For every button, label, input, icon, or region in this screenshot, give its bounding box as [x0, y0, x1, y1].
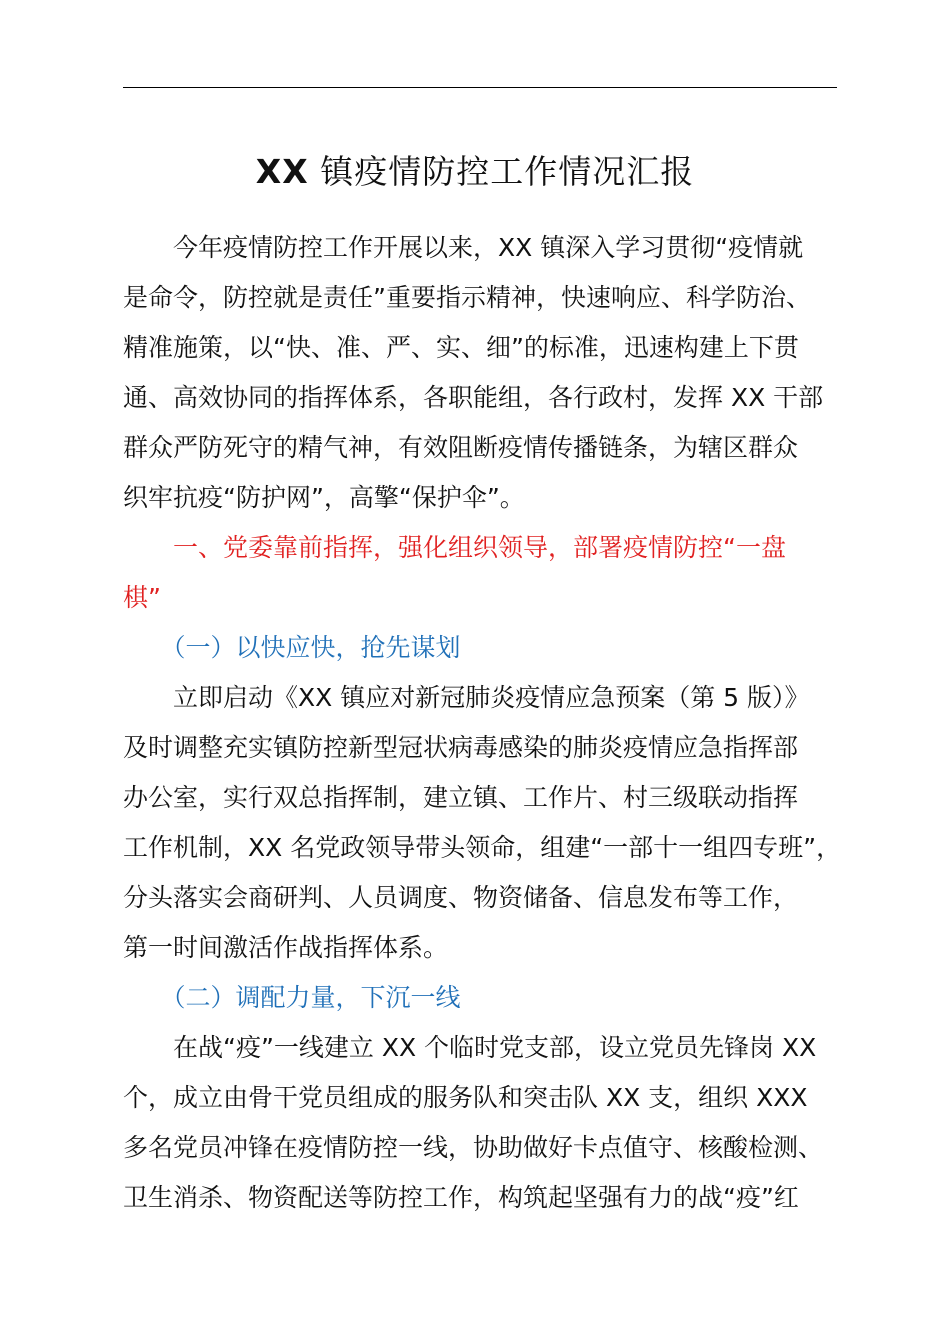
paragraph-2-line-4: 卫生消杀、物资配送等防控工作，构筑起坚强有力的战“疫”红 [123, 1183, 799, 1212]
paragraph-2-line-1: 在战“疫”一线建立 XX 个临时党支部，设立党员先锋岗 XX [123, 1033, 817, 1062]
paragraph-2-line-3: 多名党员冲锋在疫情防控一线，协助做好卡点值守、核酸检测、 [123, 1133, 824, 1162]
paragraph-2-line-2: 个，成立由骨干党员组成的服务队和突击队 XX 支，组织 XXX [123, 1083, 808, 1112]
section-heading-1-line-1: 一、党委靠前指挥，强化组织领导，部署疫情防控“一盘 [123, 533, 786, 562]
paragraph-1-line-4: 工作机制，XX 名党政领导带头领命，组建“一部十一组四专班”， [123, 833, 842, 862]
paragraph-1-line-2: 及时调整充实镇防控新型冠状病毒感染的肺炎疫情应急指挥部 [123, 733, 799, 762]
title-prefix: XX [255, 152, 309, 191]
intro-line-1: 今年疫情防控工作开展以来，XX 镇深入学习贯彻“疫情就 [123, 233, 804, 262]
intro-line-4: 通、高效协同的指挥体系，各职能组，各行政村，发挥 XX 干部 [123, 383, 824, 412]
document-title [0, 150, 950, 194]
paragraph-1-line-5: 分头落实会商研判、人员调度、物资储备、信息发布等工作， [123, 883, 799, 912]
intro-line-2: 是命令，防控就是责任”重要指示精神，快速响应、科学防治、 [123, 283, 811, 312]
paragraph-1-line-6: 第一时间激活作战指挥体系。 [123, 933, 449, 962]
paragraph-1-line-3: 办公室，实行双总指挥制，建立镇、工作片、村三级联动指挥 [123, 783, 799, 812]
paragraph-1-line-1: 立即启动《XX 镇应对新冠肺炎疫情应急预案（第 5 版）》 [123, 683, 810, 712]
intro-line-3: 精准施策，以“快、准、严、实、细”的标准，迅速构建上下贯 [123, 333, 799, 362]
subsection-heading-2: （二）调配力量，下沉一线 [123, 983, 461, 1012]
intro-line-6: 织牢抗疫“防护网”，高擎“保护伞”。 [123, 483, 525, 512]
intro-line-5: 群众严防死守的精气神，有效阻断疫情传播链条，为辖区群众 [123, 433, 799, 462]
header-rule [123, 87, 837, 88]
section-heading-1-line-2: 棋” [123, 583, 161, 612]
subsection-heading-1: （一）以快应快，抢先谋划 [123, 633, 461, 662]
title-text: 镇疫情防控工作情况汇报 [320, 152, 695, 191]
